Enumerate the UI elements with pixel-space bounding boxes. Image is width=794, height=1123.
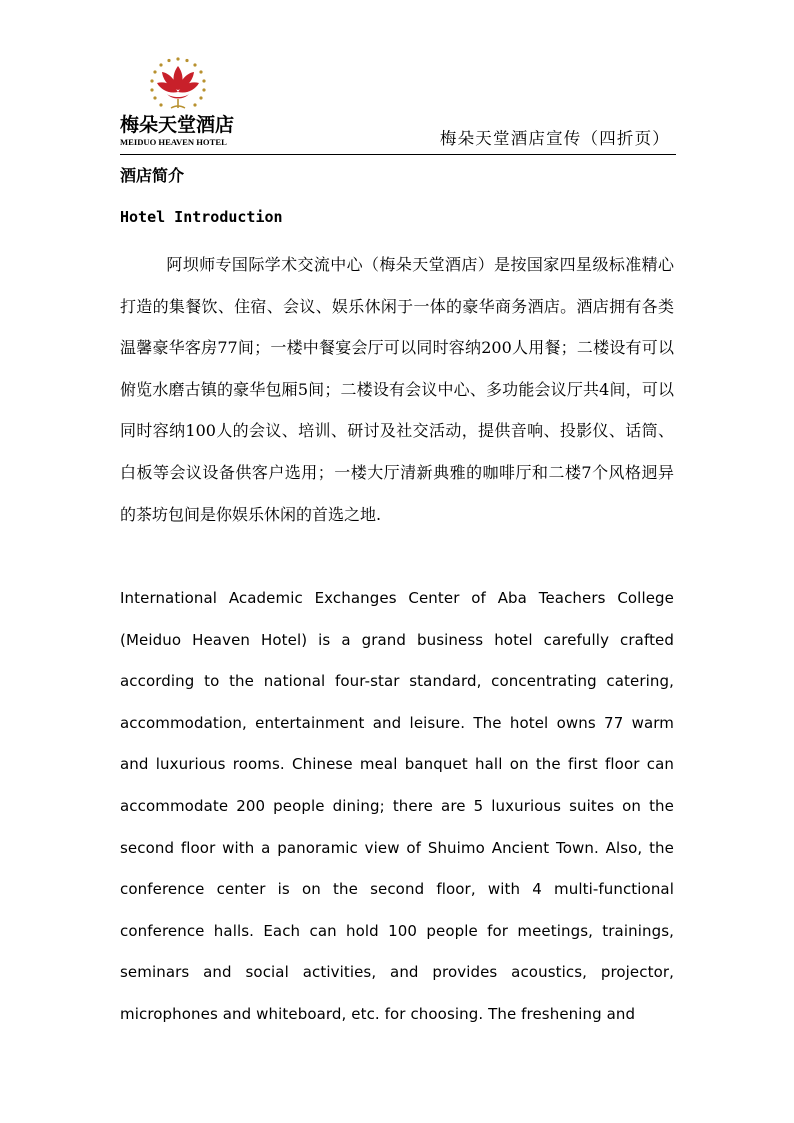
hotel-logo [120, 52, 236, 148]
intro-paragraph-english: International Academic Exchanges Center of Aba Teachers College (Meiduo Heaven Hotel) is a grand business hotel carefully crafted according to the national four-star standard, concentrating catering, accommodation, entertainment and leisure. The hotel owns 77 warm and luxurious rooms. Chinese meal banquet hall on the first floor can accommodate 200 people dining; there are 5 luxurious suites on the second floor with a panoramic view of Shuimo Ancient Town. Also, the conference center is on the second floor, with 4 multi-functional conference halls. Each can hold 100 people for meetings, trainings, seminars and social activities, and provides acoustics, projector, microphones and whiteboard, etc. for choosing. The freshening and [120, 589, 674, 1023]
page-header [120, 52, 676, 155]
lotus-flower-icon [147, 56, 209, 114]
logo-english-name: MEIDUO HEAVEN HOTEL [120, 137, 227, 147]
section-heading-english: Hotel Introduction [120, 208, 283, 226]
intro-paragraph-chinese: 阿坝师专国际学术交流中心（梅朵天堂酒店）是按国家四星级标准精心打造的集餐饮、住宿、会议、娱乐休闲于一体的豪华商务酒店。酒店拥有各类温馨豪华客房77间；一楼中餐宴会厅可以同时容纳200人用餐；二楼设有可以俯览水磨古镇的豪华包厢5间；二楼设有会议中心、多功能会议厅共4间，可以同时容纳100人的会议、培训、研讨及社交活动，提供音响、投影仪、话筒、白板等会议设备供客户选用；一楼大厅清新典雅的咖啡厅和二楼7个风格迥异的茶坊包间是你娱乐休闲的首选之地. [120, 255, 674, 524]
section-heading-chinese: 酒店简介 [120, 166, 185, 185]
logo-chinese-name: 梅朵天堂酒店 [120, 114, 235, 136]
header-title: 梅朵天堂酒店宣传（四折页） [439, 129, 670, 148]
